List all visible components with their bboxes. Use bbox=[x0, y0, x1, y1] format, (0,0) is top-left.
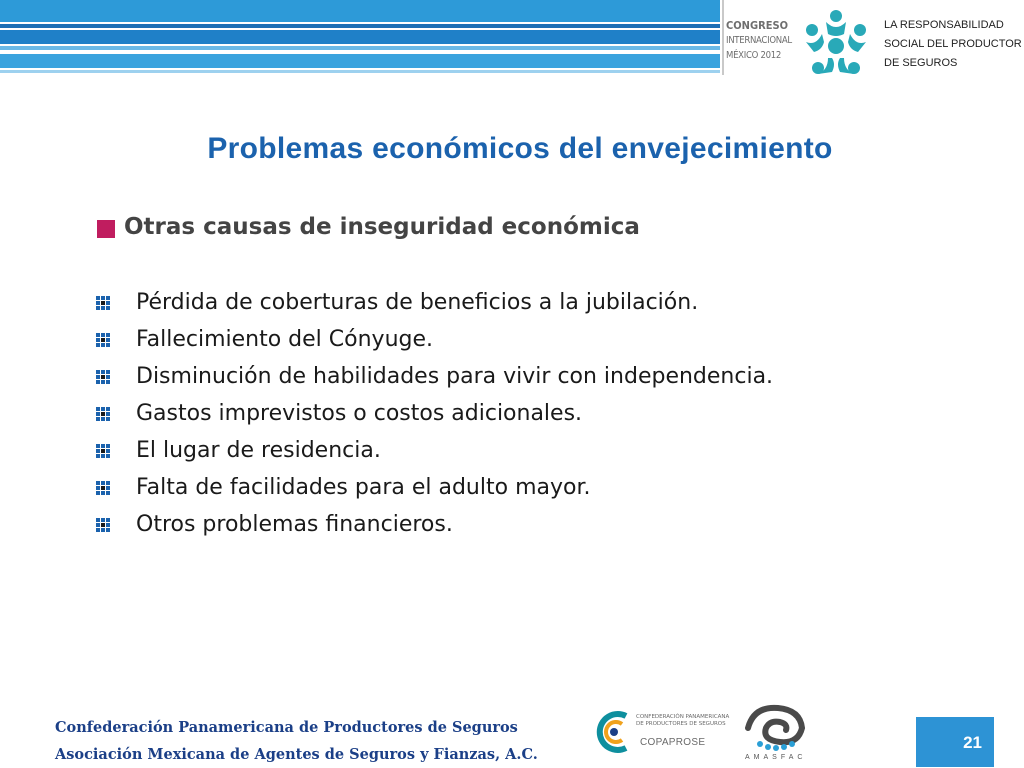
page-number-box bbox=[916, 717, 994, 767]
congreso-line: MÉXICO 2012 bbox=[726, 50, 782, 61]
section-bullet-square bbox=[97, 220, 115, 238]
bullet-text: Falta de facilidades para el adulto mayor. bbox=[136, 475, 591, 500]
theme-line: DE SEGUROS bbox=[884, 57, 958, 69]
grid-bullet-icon bbox=[96, 444, 110, 458]
congreso-label bbox=[726, 18, 796, 63]
header-stripe bbox=[0, 70, 720, 73]
slide-title: Problemas económicos del envejecimiento bbox=[207, 132, 833, 165]
footer-line: Asociación Mexicana de Agentes de Seguros y Fianzas, A.C. bbox=[55, 746, 538, 763]
grid-bullet-icon bbox=[96, 518, 110, 532]
bullet-text: Disminución de habilidades para vivir con independencia. bbox=[136, 364, 774, 389]
bullet-text: Fallecimiento del Cónyuge. bbox=[136, 327, 434, 352]
grid-bullet-icon bbox=[96, 481, 110, 495]
amasfac-logo-icon bbox=[740, 700, 812, 752]
header-stripe bbox=[0, 46, 720, 50]
header-stripes bbox=[0, 0, 720, 75]
copaprose-logo-icon bbox=[596, 708, 632, 756]
congress-theme bbox=[884, 16, 1022, 73]
footer-line: Confederación Panamericana de Productores de Seguros bbox=[55, 719, 518, 736]
congreso-line: INTERNACIONAL bbox=[726, 35, 792, 46]
grid-bullet-icon bbox=[96, 407, 110, 421]
page-number: 21 bbox=[963, 733, 982, 752]
bullet-text: Gastos imprevistos o costos adicionales. bbox=[136, 401, 583, 426]
grid-bullet-icon bbox=[96, 333, 110, 347]
grid-bullet-icon bbox=[96, 296, 110, 310]
footer-organizations bbox=[55, 714, 538, 768]
copaprose-tagline: CONFEDERACIÓN PANAMERICANA DE PRODUCTORES DE SEGUROS bbox=[636, 714, 730, 727]
header-stripe bbox=[0, 24, 720, 28]
theme-line: SOCIAL DEL PRODUCTOR bbox=[884, 38, 1022, 50]
slide-subheading: Otras causas de inseguridad económica bbox=[124, 214, 640, 240]
header-stripe bbox=[0, 0, 720, 22]
header-divider bbox=[722, 0, 724, 75]
grid-bullet-icon bbox=[96, 370, 110, 384]
header-stripe bbox=[0, 30, 720, 44]
bullet-text: El lugar de residencia. bbox=[136, 438, 381, 463]
people-circle-logo-icon bbox=[800, 8, 872, 80]
amasfac-name: AMASFAC bbox=[745, 754, 807, 761]
congreso-line: CONGRESO bbox=[726, 19, 788, 32]
copaprose-name: COPAPROSE bbox=[640, 737, 706, 748]
bullet-text: Pérdida de coberturas de beneficios a la jubilación. bbox=[136, 290, 699, 315]
bullet-text: Otros problemas financieros. bbox=[136, 512, 453, 537]
theme-line: LA RESPONSABILIDAD bbox=[884, 19, 1004, 31]
header-stripe bbox=[0, 54, 720, 68]
